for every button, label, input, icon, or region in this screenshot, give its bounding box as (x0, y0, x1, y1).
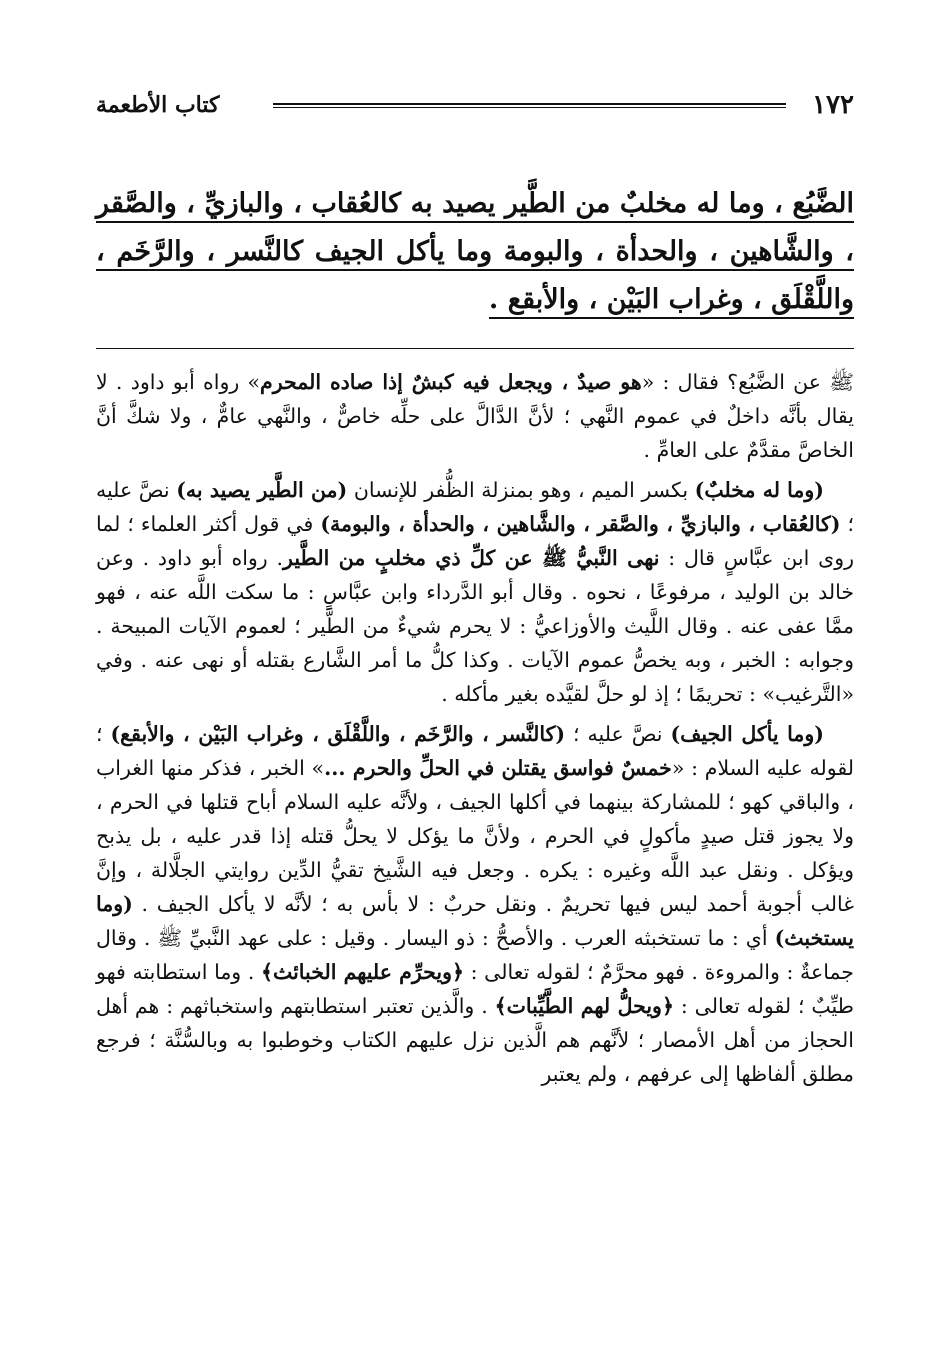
matn-quote: (وما يأكل الجيف) (670, 722, 824, 746)
page-number: ١٧٢ (812, 90, 854, 120)
text-run: نصَّ عليه ؛ (96, 478, 855, 536)
quran-verse: ﴿ويحلُّ لهم الطَّيِّبات﴾ (494, 994, 674, 1018)
matn-line: الضَّبُع ، وما له مخلبٌ من الطَّير يصيد به كالعُقاب ، والبازيِّ ، والصَّقر ، والشَّاهين ، والحدأة ، والبومة وما يأكل الجيف كالنَّسر ، والرَّخَم ، واللَّقْلَق ، وغراب البَيْن ، والأبقع . (96, 188, 854, 319)
matn-quote: (من الطَّير يصيد به) (176, 478, 348, 502)
matn-quote: (وما يستخبث) (96, 892, 854, 950)
text-run: . والَّذين تعتبر استطابتهم واستخباثهم : هم أهل الحجاز من أهل الأمصار ؛ لأنَّهم هم الَّذين نزل عليهم الكتاب وخوطبوا به وبالسُّنَّة ؛ فرجع مطلق ألفاظها إلى عرفهم ، ولم يعتبر (96, 994, 854, 1086)
header-rule (273, 103, 786, 108)
matn-text (96, 180, 854, 324)
text-run: ؛ لقوله عليه السلام : « (96, 722, 854, 780)
text-run: . وما استطابته فهو طيِّبٌ ؛ لقوله تعالى : (96, 960, 854, 1018)
commentary (96, 365, 854, 1091)
text-run: » رواه أبو داود . لا يقال بأنَّه داخلٌ في عموم النَّهي ؛ لأنَّ الدَّالَّ على حلِّه خاصٌّ ، والنَّهي عامٌّ ، ولا شكَّ أنَّ الخاصَّ مقدَّمٌ على العامِّ . (96, 370, 854, 462)
hadith-text: خمسٌ فواسق يقتلن في الحلِّ والحرم ... (324, 756, 672, 780)
hadith-text: هو صيدٌ ، ويجعل فيه كبشٌ إذا صاده المحرم (260, 370, 642, 394)
section-separator (96, 348, 854, 349)
book-title: كتاب الأطعمة (96, 92, 220, 118)
quran-verse: ﴿ويحرِّم عليهم الخبائث﴾ (260, 960, 465, 984)
matn-quote: (كالعُقاب ، والبازيِّ ، والصَّقر ، والشَّاهين ، والحدأة ، والبومة) (320, 512, 841, 536)
commentary-paragraph-3 (96, 717, 854, 1091)
text-run: نصَّ عليه ؛ (565, 722, 671, 746)
text-run: أي : ما تستخبثه العرب . والأصحُّ : ذو اليسار . وقيل : على عهد النَّبيِّ ﷺ . وقال جماعةٌ : والمروءة . فهو محرَّمٌ ؛ لقوله تعالى : (96, 926, 854, 984)
commentary-paragraph-2 (96, 473, 854, 711)
text-run: في قول أكثر العلماء ؛ لما روى ابن عبَّاسٍ قال : (96, 512, 854, 570)
text-run: بكسر الميم ، وهو بمنزلة الظُّفر للإنسان (347, 478, 695, 502)
matn-quote: (وما له مخلبٌ) (694, 478, 824, 502)
commentary-paragraph-1 (96, 365, 854, 467)
hadith-text: نهى النَّبيُّ ﷺ عن كلِّ ذي مخلبٍ من الطَّير (283, 546, 660, 570)
text-run: ﷺ عن الضَّبُع؟ فقال : « (641, 370, 854, 394)
matn-quote: (كالنَّسر ، والرَّخَم ، واللَّقْلَق ، وغراب البَيْن ، والأبقع) (110, 722, 566, 746)
text-run: . رواه أبو داود . وعن خالد بن الوليد ، مرفوعًا ، نحوه . وقال أبو الدَّرداء وابن عبَّاسٍ : ما سكت اللَّه عنه ، فهو ممَّا عفى عنه . وقال اللَّيث والأوزاعيُّ : لا يحرم شيءٌ من الطَّير ؛ لعموم الآيات المبيحة . وجوابه : الخبر ، وبه يخصُّ عموم الآيات . وكذا كلُّ ما أمر الشَّارع بقتله أو نهى عنه . وفي «التَّرغيب» : تحريمًا ؛ إذ لو حلَّ لقيَّده بغير مأكله . (96, 546, 854, 706)
text-run: » الخبر ، فذكر منها الغراب ، والباقي كهو ؛ للمشاركة بينهما في أكلها الجيف ، ولأنَّه عليه السلام أباح قتلها في الحرم ، ولا يجوز قتل صيدٍ مأكولٍ في الحرم ، ولأنَّ ما يؤكل لا يحلُّ قتله إذا قدر عليه ، بل يذبح ويؤكل . ونقل عبد اللَّه وغيره : يكره . وجعل فيه الشَّيخ تقيُّ الدِّين روايتي الجلَّالة ، وإنَّ غالب أجوبة أحمد ليس فيها تحريمٌ . ونقل حربٌ : لا بأس به ؛ لأنَّه لا يأكل الجيف . (96, 756, 854, 916)
page-header (96, 88, 854, 122)
